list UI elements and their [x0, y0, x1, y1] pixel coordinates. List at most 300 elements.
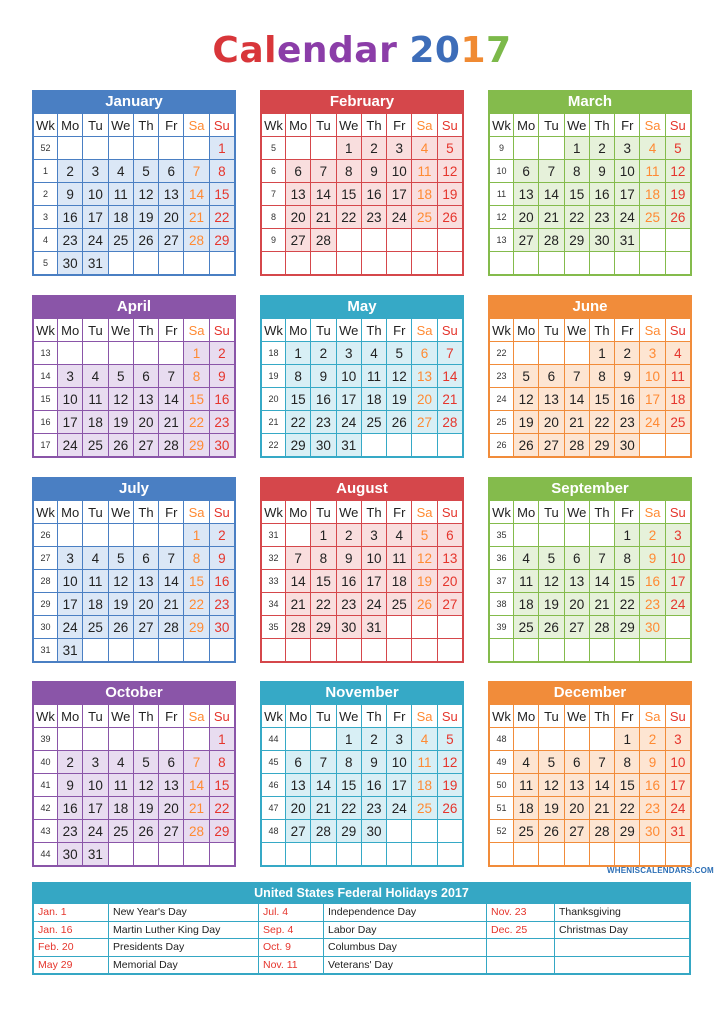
day-cell: 15: [209, 774, 234, 797]
week-number: 38: [490, 593, 514, 616]
empty-cell: [108, 252, 133, 275]
empty-cell: [336, 252, 361, 275]
holiday-date: [487, 939, 555, 957]
day-cell: 12: [539, 570, 564, 593]
day-cell: 4: [665, 342, 690, 365]
empty-cell: [514, 342, 539, 365]
empty-cell: [159, 342, 184, 365]
title-letter: 0: [434, 30, 461, 71]
week-number-header: Wk: [262, 705, 286, 728]
day-cell: 17: [665, 570, 690, 593]
day-cell: 20: [286, 797, 311, 820]
week-row: [262, 616, 463, 639]
weekday-label: Fr: [615, 705, 640, 728]
week-number: 27: [34, 547, 58, 570]
week-number: 24: [490, 388, 514, 411]
week-number-header: Wk: [490, 319, 514, 342]
day-cell: 31: [665, 820, 690, 843]
day-cell: 29: [615, 616, 640, 639]
day-cell: 3: [387, 728, 412, 751]
week-number: 18: [262, 342, 286, 365]
week-number: 44: [262, 728, 286, 751]
weekday-label: Tu: [83, 705, 108, 728]
title-letter: r: [379, 30, 398, 71]
holiday-date: Jul. 4: [259, 904, 324, 922]
day-cell: 15: [184, 388, 209, 411]
week-number: 11: [490, 183, 514, 206]
day-cell: 2: [361, 728, 386, 751]
week-number: 31: [34, 639, 58, 662]
day-cell: 7: [437, 342, 462, 365]
day-cell: 20: [159, 206, 184, 229]
day-cell: 10: [387, 751, 412, 774]
day-cell: 18: [361, 388, 386, 411]
weekday-label: Su: [209, 501, 234, 524]
weekday-label: Th: [133, 319, 158, 342]
weekday-label: We: [336, 114, 361, 137]
day-cell: 23: [209, 411, 234, 434]
week-row: [34, 820, 235, 843]
week-number: 13: [34, 342, 58, 365]
weekday-header-row: [262, 705, 463, 728]
day-cell: 6: [133, 365, 158, 388]
day-cell: 31: [58, 639, 83, 662]
day-cell: 8: [615, 751, 640, 774]
day-cell: 13: [159, 774, 184, 797]
weekday-label: Sa: [412, 501, 437, 524]
day-cell: 24: [387, 797, 412, 820]
day-cell: 20: [539, 411, 564, 434]
day-cell: 26: [108, 616, 133, 639]
day-cell: 23: [640, 593, 665, 616]
day-cell: 19: [133, 797, 158, 820]
day-cell: 11: [640, 160, 665, 183]
weekday-label: Mo: [514, 114, 539, 137]
empty-cell: [159, 137, 184, 160]
empty-cell: [361, 639, 386, 662]
day-cell: 22: [336, 797, 361, 820]
week-row: [262, 570, 463, 593]
empty-cell: [665, 843, 690, 866]
weekday-label: Tu: [539, 501, 564, 524]
holiday-name: Presidents Day: [109, 939, 259, 957]
week-row: [34, 774, 235, 797]
empty-cell: [412, 229, 437, 252]
day-cell: 15: [615, 570, 640, 593]
day-cell: 13: [286, 183, 311, 206]
week-number: 39: [34, 728, 58, 751]
day-cell: 28: [184, 820, 209, 843]
day-cell: 25: [83, 434, 108, 457]
day-cell: 22: [209, 797, 234, 820]
day-cell: 26: [665, 206, 690, 229]
week-row: [34, 616, 235, 639]
week-number: 16: [34, 411, 58, 434]
empty-cell: [564, 639, 589, 662]
day-cell: 26: [539, 820, 564, 843]
month-name: January: [33, 91, 235, 113]
day-cell: 30: [640, 820, 665, 843]
week-number: 3: [34, 206, 58, 229]
weekday-label: Th: [589, 319, 614, 342]
day-cell: 25: [640, 206, 665, 229]
day-cell: 3: [58, 547, 83, 570]
day-cell: 27: [564, 820, 589, 843]
weekday-label: Sa: [640, 501, 665, 524]
day-cell: 30: [640, 616, 665, 639]
week-number: 12: [490, 206, 514, 229]
empty-cell: [640, 639, 665, 662]
day-cell: 13: [514, 183, 539, 206]
empty-cell: [133, 342, 158, 365]
empty-cell: [58, 137, 83, 160]
day-cell: 11: [412, 751, 437, 774]
empty-cell: [286, 137, 311, 160]
day-cell: 14: [539, 183, 564, 206]
week-number: 7: [262, 183, 286, 206]
day-cell: 11: [108, 774, 133, 797]
day-cell: 11: [387, 547, 412, 570]
title-letter: e: [276, 30, 302, 71]
day-cell: 10: [387, 160, 412, 183]
empty-cell: [336, 843, 361, 866]
week-number-header: Wk: [490, 501, 514, 524]
day-cell: 30: [209, 434, 234, 457]
month-name: May: [261, 296, 463, 318]
week-row: [262, 797, 463, 820]
month-name: October: [33, 682, 235, 704]
empty-cell: [209, 639, 234, 662]
holiday-date: Jan. 16: [34, 921, 109, 939]
day-cell: 9: [209, 365, 234, 388]
day-cell: 17: [361, 570, 386, 593]
empty-cell: [209, 252, 234, 275]
day-cell: 28: [311, 820, 336, 843]
weekday-label: Mo: [514, 705, 539, 728]
day-cell: 16: [361, 183, 386, 206]
day-cell: 19: [108, 411, 133, 434]
day-cell: 15: [286, 388, 311, 411]
empty-cell: [539, 728, 564, 751]
month-november: [260, 681, 464, 867]
weekday-label: We: [336, 705, 361, 728]
day-cell: 20: [286, 206, 311, 229]
week-number: 20: [262, 388, 286, 411]
day-cell: 31: [361, 616, 386, 639]
day-cell: 1: [311, 524, 336, 547]
week-row: [34, 570, 235, 593]
empty-cell: [184, 137, 209, 160]
day-cell: 24: [665, 593, 690, 616]
week-row: [262, 252, 463, 275]
day-cell: 30: [615, 434, 640, 457]
week-number: 42: [34, 797, 58, 820]
week-row: [490, 434, 691, 457]
weekday-label: We: [336, 319, 361, 342]
day-cell: 29: [336, 820, 361, 843]
day-cell: 12: [665, 160, 690, 183]
day-cell: 2: [640, 728, 665, 751]
week-row: [262, 843, 463, 866]
empty-cell: [412, 843, 437, 866]
empty-cell: [539, 342, 564, 365]
weekday-label: We: [108, 114, 133, 137]
day-cell: 30: [361, 820, 386, 843]
day-cell: 8: [336, 751, 361, 774]
week-row: [490, 547, 691, 570]
day-cell: 14: [159, 388, 184, 411]
day-cell: 25: [412, 206, 437, 229]
day-cell: 23: [589, 206, 614, 229]
weekday-label: Sa: [412, 705, 437, 728]
weekday-header-row: [262, 319, 463, 342]
day-cell: 7: [184, 751, 209, 774]
day-cell: 2: [311, 342, 336, 365]
day-cell: 23: [209, 593, 234, 616]
day-cell: 12: [133, 183, 158, 206]
week-number: [262, 843, 286, 866]
empty-cell: [133, 639, 158, 662]
day-cell: 19: [437, 183, 462, 206]
day-cell: 22: [564, 206, 589, 229]
day-cell: 25: [83, 616, 108, 639]
month-name: December: [489, 682, 691, 704]
day-cell: 12: [437, 160, 462, 183]
title-letter: a: [239, 30, 265, 71]
weekday-label: Fr: [387, 705, 412, 728]
day-cell: 28: [159, 616, 184, 639]
day-cell: 7: [311, 160, 336, 183]
day-cell: 6: [564, 547, 589, 570]
day-cell: 19: [387, 388, 412, 411]
day-cell: 21: [286, 593, 311, 616]
day-cell: 28: [159, 434, 184, 457]
empty-cell: [311, 728, 336, 751]
empty-cell: [311, 843, 336, 866]
empty-cell: [361, 843, 386, 866]
month-name: February: [261, 91, 463, 113]
weekday-label: Fr: [615, 501, 640, 524]
day-cell: 17: [665, 774, 690, 797]
day-cell: 13: [133, 570, 158, 593]
day-cell: 27: [564, 616, 589, 639]
day-cell: 15: [209, 183, 234, 206]
month-june: [488, 295, 692, 458]
day-cell: 8: [184, 365, 209, 388]
holiday-row: [34, 921, 690, 939]
week-row: [34, 434, 235, 457]
empty-cell: [108, 639, 133, 662]
day-cell: 2: [209, 524, 234, 547]
empty-cell: [437, 820, 462, 843]
week-number: 14: [34, 365, 58, 388]
empty-cell: [83, 728, 108, 751]
week-row: [490, 411, 691, 434]
empty-cell: [564, 524, 589, 547]
empty-cell: [361, 434, 386, 457]
weekday-label: Th: [361, 501, 386, 524]
weekday-label: Sa: [184, 705, 209, 728]
day-cell: 21: [159, 411, 184, 434]
empty-cell: [209, 843, 234, 866]
day-cell: 11: [665, 365, 690, 388]
week-number: 43: [34, 820, 58, 843]
day-cell: 20: [133, 411, 158, 434]
day-cell: 21: [539, 206, 564, 229]
weekday-label: Fr: [159, 501, 184, 524]
day-cell: 29: [209, 820, 234, 843]
month-grid: [489, 318, 691, 457]
empty-cell: [387, 616, 412, 639]
empty-cell: [615, 252, 640, 275]
week-number: 6: [262, 160, 286, 183]
empty-cell: [108, 728, 133, 751]
holiday-name: Memorial Day: [109, 956, 259, 974]
holiday-name: [555, 939, 690, 957]
week-number: 52: [34, 137, 58, 160]
day-cell: 25: [412, 797, 437, 820]
holiday-date: Jan. 1: [34, 904, 109, 922]
week-row: [490, 751, 691, 774]
day-cell: 17: [615, 183, 640, 206]
week-number: 10: [490, 160, 514, 183]
day-cell: 14: [184, 183, 209, 206]
week-number: [490, 252, 514, 275]
month-grid: [261, 500, 463, 662]
empty-cell: [184, 843, 209, 866]
holiday-name: Martin Luther King Day: [109, 921, 259, 939]
month-may: [260, 295, 464, 458]
day-cell: 3: [83, 160, 108, 183]
week-number: 48: [490, 728, 514, 751]
week-row: [490, 774, 691, 797]
day-cell: 23: [361, 206, 386, 229]
day-cell: 7: [184, 160, 209, 183]
empty-cell: [437, 843, 462, 866]
week-row: [490, 206, 691, 229]
day-cell: 18: [514, 593, 539, 616]
week-number: [490, 639, 514, 662]
day-cell: 7: [159, 365, 184, 388]
weekday-label: Th: [589, 501, 614, 524]
weekday-label: Mo: [58, 705, 83, 728]
day-cell: 29: [184, 434, 209, 457]
day-cell: 25: [387, 593, 412, 616]
day-cell: 27: [286, 229, 311, 252]
week-number: 33: [262, 570, 286, 593]
day-cell: 24: [83, 820, 108, 843]
title-letter: 2: [409, 30, 435, 71]
weekday-header-row: [34, 319, 235, 342]
empty-cell: [159, 639, 184, 662]
day-cell: 16: [209, 570, 234, 593]
holiday-name: [555, 956, 690, 974]
day-cell: 7: [539, 160, 564, 183]
day-cell: 1: [615, 524, 640, 547]
day-cell: 19: [437, 774, 462, 797]
day-cell: 27: [539, 434, 564, 457]
empty-cell: [159, 524, 184, 547]
weekday-label: Su: [665, 705, 690, 728]
week-row: [262, 365, 463, 388]
month-january: [32, 90, 236, 276]
day-cell: 3: [615, 137, 640, 160]
day-cell: 18: [412, 774, 437, 797]
empty-cell: [133, 524, 158, 547]
week-number: 40: [34, 751, 58, 774]
day-cell: 18: [108, 797, 133, 820]
day-cell: 23: [311, 411, 336, 434]
week-number: 31: [262, 524, 286, 547]
week-number: 21: [262, 411, 286, 434]
day-cell: 19: [412, 570, 437, 593]
day-cell: 23: [640, 797, 665, 820]
month-name: July: [33, 478, 235, 500]
day-cell: 26: [133, 229, 158, 252]
day-cell: 9: [58, 183, 83, 206]
week-row: [262, 229, 463, 252]
month-september: [488, 477, 692, 663]
week-row: [34, 728, 235, 751]
empty-cell: [539, 252, 564, 275]
day-cell: 26: [387, 411, 412, 434]
week-row: [490, 252, 691, 275]
day-cell: 14: [589, 774, 614, 797]
day-cell: 4: [361, 342, 386, 365]
day-cell: 26: [412, 593, 437, 616]
weekday-label: Tu: [539, 114, 564, 137]
day-cell: 12: [437, 751, 462, 774]
day-cell: 16: [311, 388, 336, 411]
week-row: [490, 593, 691, 616]
week-number: 48: [262, 820, 286, 843]
day-cell: 7: [286, 547, 311, 570]
holiday-date: May 29: [34, 956, 109, 974]
holiday-row: [34, 939, 690, 957]
week-row: [262, 388, 463, 411]
day-cell: 18: [640, 183, 665, 206]
day-cell: 4: [640, 137, 665, 160]
month-february: [260, 90, 464, 276]
empty-cell: [665, 616, 690, 639]
weekday-label: Su: [437, 319, 462, 342]
empty-cell: [133, 728, 158, 751]
day-cell: 21: [184, 206, 209, 229]
day-cell: 2: [615, 342, 640, 365]
day-cell: 22: [286, 411, 311, 434]
day-cell: 15: [311, 570, 336, 593]
day-cell: 12: [108, 388, 133, 411]
day-cell: 22: [209, 206, 234, 229]
day-cell: 20: [564, 797, 589, 820]
day-cell: 21: [589, 593, 614, 616]
weekday-label: Sa: [412, 319, 437, 342]
month-march: [488, 90, 692, 276]
week-number: 17: [34, 434, 58, 457]
month-grid: [489, 704, 691, 866]
weekday-label: Su: [209, 705, 234, 728]
day-cell: 2: [640, 524, 665, 547]
day-cell: 16: [58, 206, 83, 229]
holiday-date: Dec. 25: [487, 921, 555, 939]
month-name: June: [489, 296, 691, 318]
day-cell: 28: [184, 229, 209, 252]
empty-cell: [437, 434, 462, 457]
day-cell: 31: [83, 252, 108, 275]
week-number: 52: [490, 820, 514, 843]
day-cell: 20: [133, 593, 158, 616]
week-row: [490, 388, 691, 411]
